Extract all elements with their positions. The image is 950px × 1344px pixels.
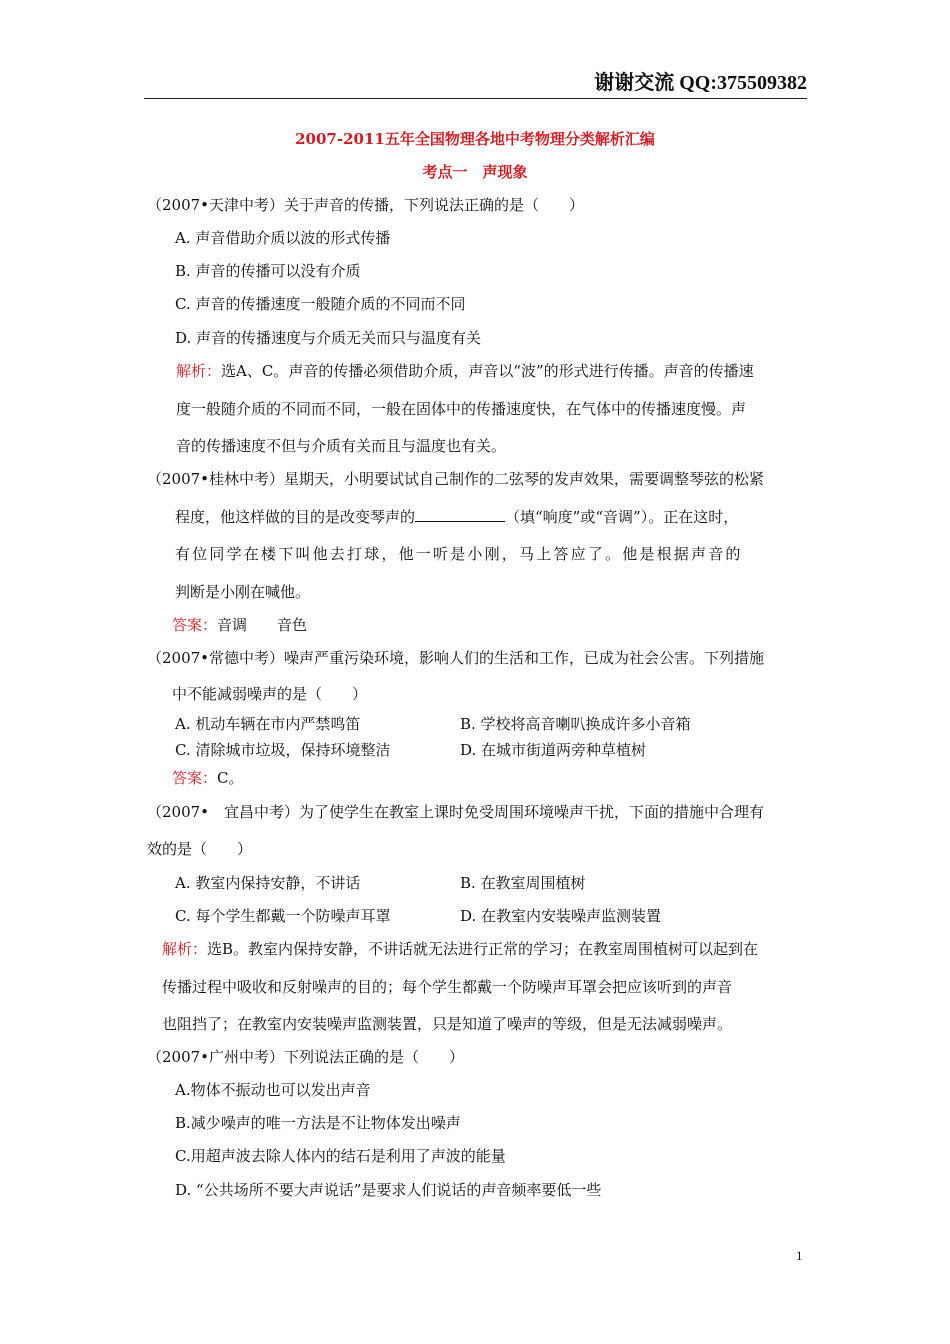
question-4-analysis-line-1: 解析：选B。教室内保持安静，不讲话就无法进行正常的学习；在教室周围植树可以起到在 — [162, 940, 759, 958]
question-3-option-b: B. 学校将高音喇叭换成许多小音箱 — [460, 715, 691, 733]
answer-label: 答案： — [172, 616, 218, 634]
question-2-answer: 答案：音调 音色 — [172, 616, 308, 634]
question-1-option-d: D. 声音的传播速度与介质无关而只与温度有关 — [175, 329, 482, 347]
answer-blank-1[interactable] — [415, 507, 505, 522]
question-5-stem: （2007•广州中考）下列说法正确的是（ ） — [147, 1048, 465, 1066]
header-divider — [144, 98, 807, 99]
question-1-analysis-line-3: 音的传播速度不但与介质有关而且与温度也有关。 — [176, 437, 507, 455]
question-3-option-d: D. 在城市街道两旁种草植树 — [460, 741, 647, 759]
question-5-option-d: D. “公共场所不要大声说话”是要求人们说话的声音频率要低一些 — [175, 1181, 602, 1199]
question-3-answer: 答案：C。 — [172, 769, 244, 787]
question-3-option-c: C. 清除城市垃圾，保持环境整洁 — [175, 741, 391, 759]
question-3-option-a: A. 机动车辆在市内严禁鸣笛 — [175, 715, 361, 733]
question-4-option-b: B. 在教室周围植树 — [460, 874, 586, 892]
question-2-line-3: 有位同学在楼下叫他去打球，他一听是小刚，马上答应了。他是根据声音的 — [175, 545, 743, 563]
document-title: 2007-2011五年全国物理各地中考物理分类解析汇编 — [295, 130, 655, 148]
question-3-line-1: （2007•常德中考）噪声严重污染环境，影响人们的生活和工作，已成为社会公害。下列措施 — [147, 649, 765, 667]
question-4-option-a: A. 教室内保持安静，不讲话 — [175, 874, 361, 892]
question-1-stem: （2007•天津中考）关于声音的传播，下列说法正确的是（ ） — [147, 196, 585, 214]
question-1-analysis-line-1: 解析：选A、C。声音的传播必须借助介质，声音以“波”的形式进行传播。声音的传播速 — [176, 362, 754, 380]
question-1-option-a: A. 声音借助介质以波的形式传播 — [175, 229, 391, 247]
page-number: 1 — [796, 1248, 803, 1263]
question-4-option-d: D. 在教室内安装噪声监测装置 — [460, 907, 662, 925]
question-2-line-1: （2007•桂林中考）星期天，小明要试试自己制作的二弦琴的发声效果，需要调整琴弦的松紧 — [147, 470, 765, 488]
question-4-line-2: 效的是（ ） — [147, 840, 253, 858]
question-2-line-4: 判断是小刚在喊他。 — [175, 583, 311, 601]
question-5-option-b: B.减少噪声的唯一方法是不让物体发出噪声 — [175, 1114, 461, 1132]
question-5-option-a: A.物体不振动也可以发出声音 — [175, 1081, 371, 1099]
question-2-line-2: 程度，他这样做的目的是改变琴声的 （填“响度”或“音调”）。正在这时， — [175, 508, 739, 526]
question-4-analysis-line-2: 传播过程中吸收和反射噪声的目的；每个学生都戴一个防噪声耳罩会把应该听到的声音 — [162, 978, 733, 996]
analysis-label: 解析： — [162, 940, 208, 958]
header-contact: 谢谢交流 QQ:375509382 — [594, 72, 807, 94]
question-1-option-c: C. 声音的传播速度一般随介质的不同而不同 — [175, 295, 466, 313]
question-4-line-1: （2007• 宜昌中考）为了使学生在教室上课时免受周围环境噪声干扰，下面的措施中合理有 — [147, 803, 765, 821]
question-1-analysis-line-2: 度一般随介质的不同而不同，一般在固体中的传播速度快，在气体中的传播速度慢。声 — [176, 400, 747, 418]
question-1-option-b: B. 声音的传播可以没有介质 — [175, 262, 361, 280]
analysis-label: 解析： — [176, 362, 222, 380]
question-4-option-c: C. 每个学生都戴一个防噪声耳罩 — [175, 907, 391, 925]
question-5-option-c: C.用超声波去除人体内的结石是利用了声波的能量 — [175, 1147, 506, 1165]
answer-label: 答案： — [172, 769, 218, 787]
question-3-line-2: 中不能减弱噪声的是（ ） — [172, 685, 368, 703]
question-4-analysis-line-3: 也阻挡了；在教室内安装噪声监测装置，只是知道了噪声的等级，但是无法减弱噪声。 — [162, 1015, 733, 1033]
section-title: 考点一 声现象 — [422, 163, 528, 181]
